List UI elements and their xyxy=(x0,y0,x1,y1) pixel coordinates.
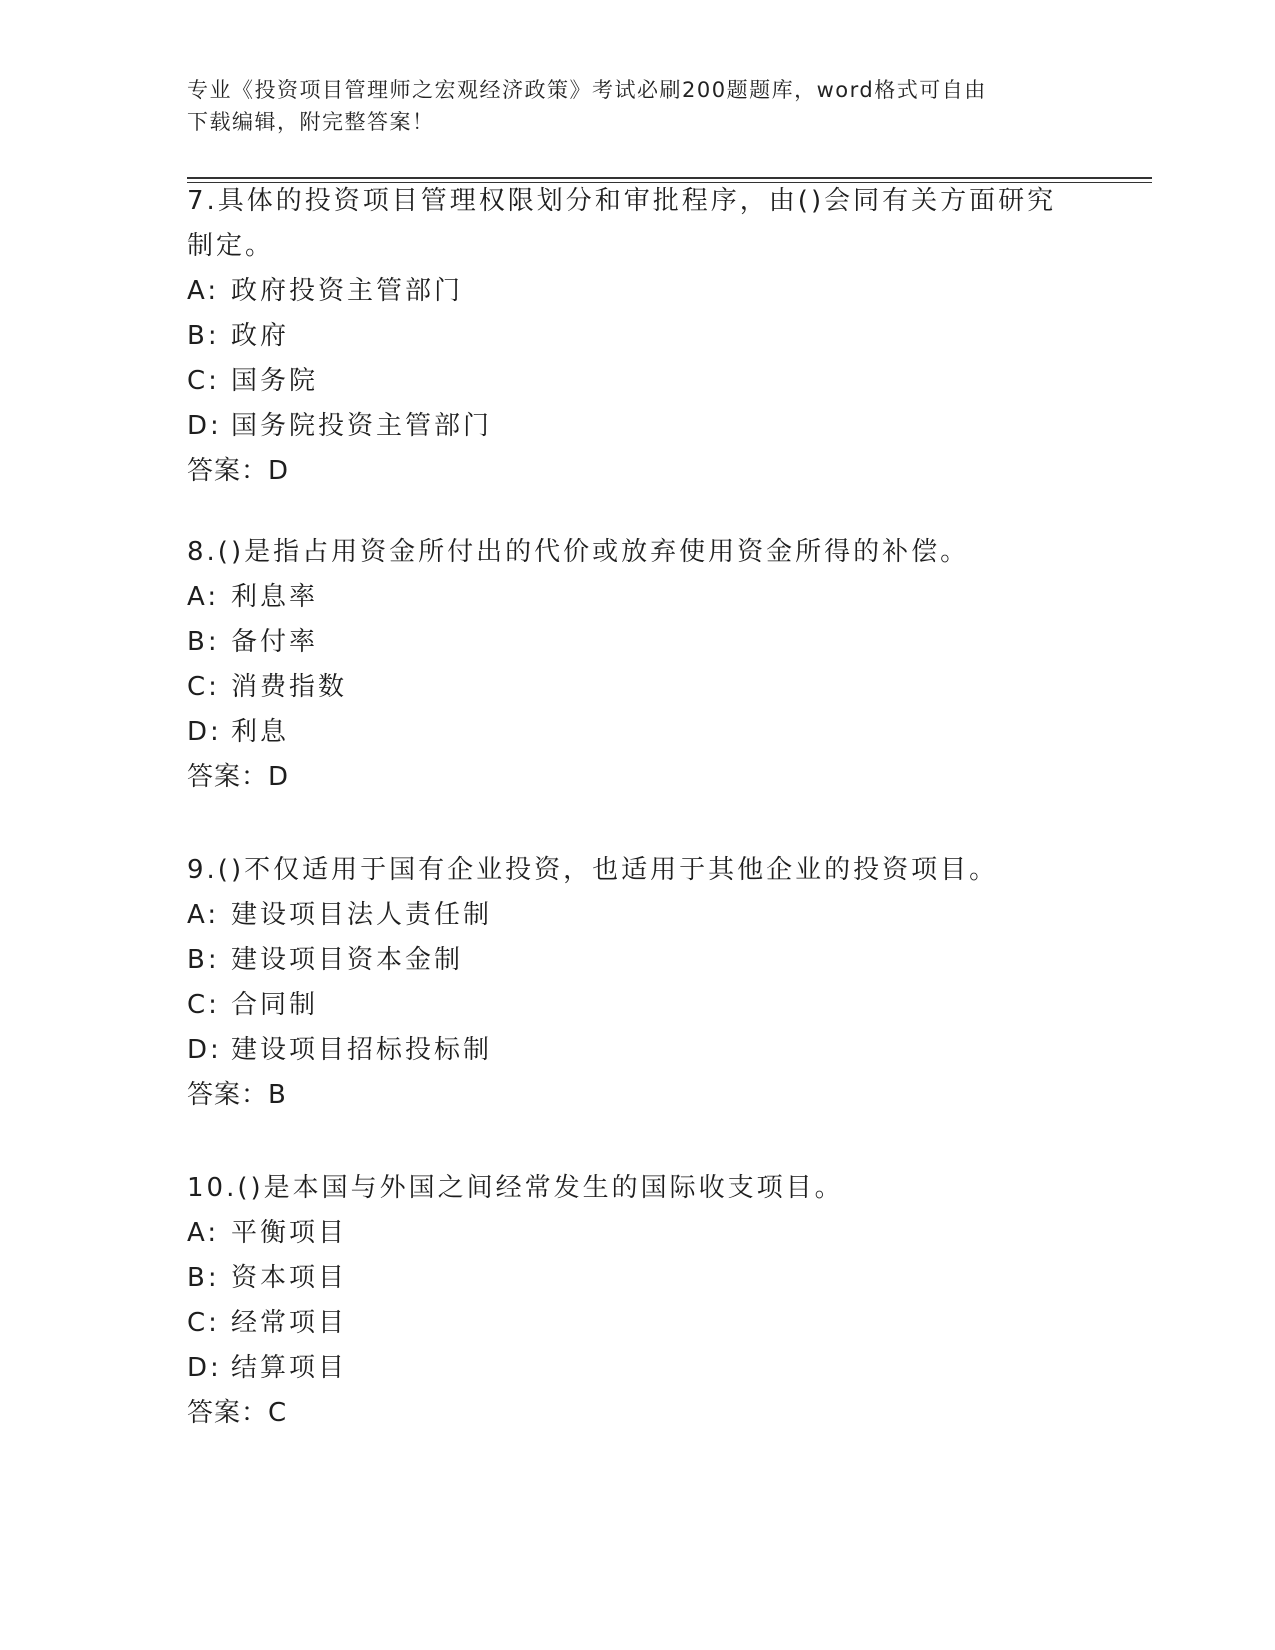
option-text: 结算项目 xyxy=(231,1353,348,1383)
option-key: C: xyxy=(187,990,220,1020)
option-c xyxy=(187,1301,1087,1346)
option-a xyxy=(187,269,1087,314)
option-text: 建设项目资本金制 xyxy=(231,945,464,975)
option-key: C: xyxy=(187,366,220,396)
option-text: 建设项目招标投标制 xyxy=(231,1035,493,1065)
option-key: B: xyxy=(187,627,220,657)
question-stem: 7.具体的投资项目管理权限划分和审批程序，由()会同有关方面研究 xyxy=(187,186,1057,216)
option-key: C: xyxy=(187,672,220,702)
header-line-1: 专业《投资项目管理师之宏观经济政策》考试必刷200题题库，word格式可自由 xyxy=(187,78,987,102)
option-text: 备付率 xyxy=(231,627,319,657)
option-text: 合同制 xyxy=(231,990,319,1020)
option-text: 资本项目 xyxy=(231,1263,348,1293)
option-b xyxy=(187,938,1087,983)
option-key: A: xyxy=(187,900,220,930)
option-d xyxy=(187,404,1087,449)
option-b xyxy=(187,314,1087,359)
option-c xyxy=(187,665,1087,710)
option-text: 经常项目 xyxy=(231,1308,348,1338)
option-text: 建设项目法人责任制 xyxy=(231,900,493,930)
answer: 答案：B xyxy=(187,1080,287,1110)
question-9 xyxy=(187,848,1087,1118)
option-text: 政府 xyxy=(231,321,290,351)
option-text: 国务院投资主管部门 xyxy=(231,411,493,441)
option-key: D: xyxy=(187,717,222,747)
answer: 答案：D xyxy=(187,456,290,486)
option-key: D: xyxy=(187,1035,222,1065)
option-key: D: xyxy=(187,411,222,441)
option-d xyxy=(187,1346,1087,1391)
option-b xyxy=(187,620,1087,665)
option-a xyxy=(187,575,1087,620)
option-d xyxy=(187,1028,1087,1073)
question-10 xyxy=(187,1166,1087,1436)
option-key: A: xyxy=(187,276,220,306)
question-7 xyxy=(187,179,1087,494)
option-a xyxy=(187,893,1087,938)
header-line-2: 下载编辑，附完整答案！ xyxy=(187,110,435,134)
option-key: A: xyxy=(187,582,220,612)
option-key: B: xyxy=(187,321,220,351)
option-text: 国务院 xyxy=(231,366,319,396)
option-c xyxy=(187,359,1087,404)
option-text: 利息 xyxy=(231,717,290,747)
option-key: A: xyxy=(187,1218,220,1248)
option-d xyxy=(187,710,1087,755)
option-b xyxy=(187,1256,1087,1301)
option-text: 消费指数 xyxy=(231,672,348,702)
answer: 答案：C xyxy=(187,1398,288,1428)
option-key: B: xyxy=(187,1263,220,1293)
option-key: B: xyxy=(187,945,220,975)
option-text: 政府投资主管部门 xyxy=(231,276,464,306)
option-key: C: xyxy=(187,1308,220,1338)
option-text: 平衡项目 xyxy=(231,1218,348,1248)
option-key: D: xyxy=(187,1353,222,1383)
option-a xyxy=(187,1211,1087,1256)
option-c xyxy=(187,983,1087,1028)
question-stem: 9.()不仅适用于国有企业投资，也适用于其他企业的投资项目。 xyxy=(187,855,999,885)
question-stem: 10.()是本国与外国之间经常发生的国际收支项目。 xyxy=(187,1173,844,1203)
question-8 xyxy=(187,530,1087,800)
answer: 答案：D xyxy=(187,762,290,792)
document-header xyxy=(187,74,1067,138)
question-stem: 8.()是指占用资金所付出的代价或放弃使用资金所得的补偿。 xyxy=(187,537,970,567)
question-stem-continued: 制定。 xyxy=(187,231,275,261)
option-text: 利息率 xyxy=(231,582,319,612)
